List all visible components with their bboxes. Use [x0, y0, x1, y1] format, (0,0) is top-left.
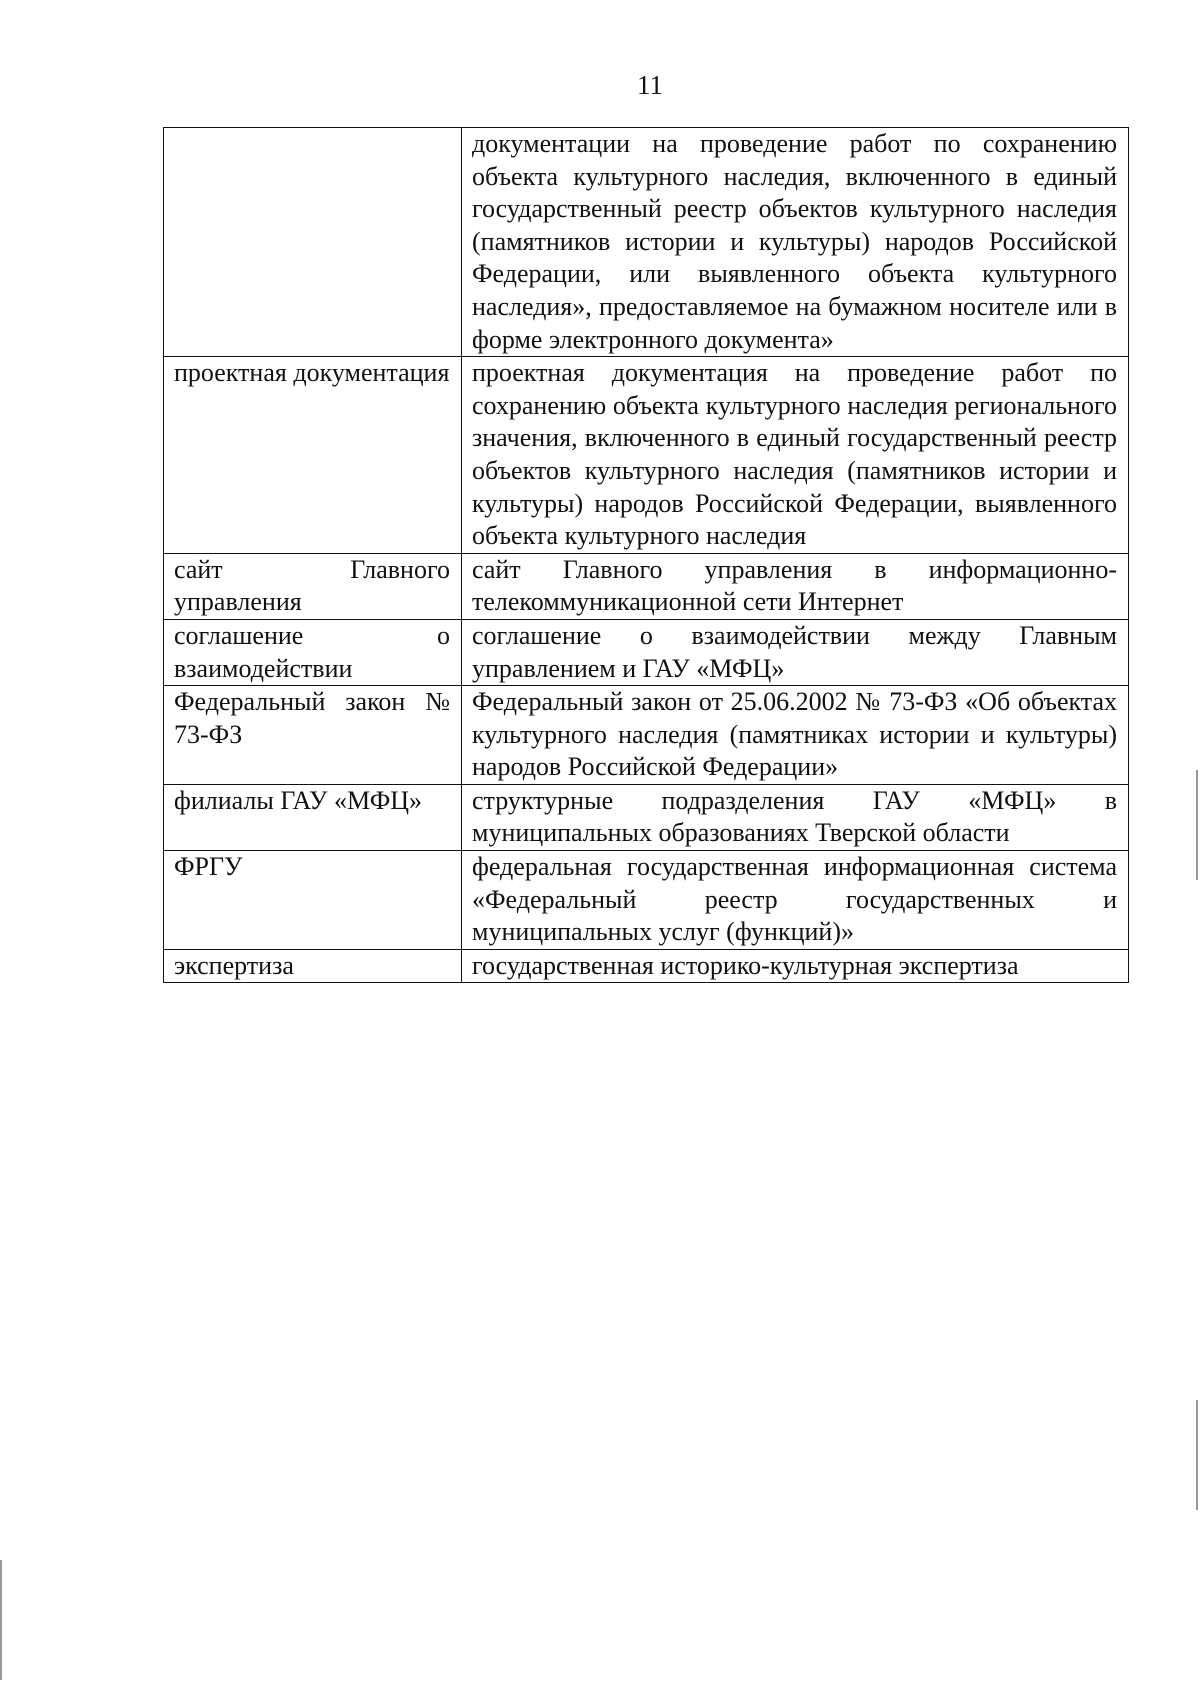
definition-cell: Федеральный закон от 25.06.2002 № 73-ФЗ «Об объектах культурного наследия (памятниках истории и культуры) народов Российской Федерации» [462, 686, 1129, 785]
definition-cell: федеральная государственная информационная система «Федеральный реестр государственных и муниципальных услуг (функций)» [462, 851, 1129, 950]
definition-cell: соглашение о взаимодействии между Главным управлением и ГАУ «МФЦ» [462, 619, 1129, 685]
scan-mark [0, 1560, 2, 1680]
term-cell: экспертиза [164, 949, 462, 983]
term-cell: филиалы ГАУ «МФЦ» [164, 784, 462, 850]
table-row [164, 686, 1129, 785]
definitions-table [163, 127, 1129, 983]
term-cell: проектная документация [164, 357, 462, 554]
table-row [164, 553, 1129, 619]
table-row [164, 851, 1129, 950]
definition-cell: государственная историко-культурная экспертиза [462, 949, 1129, 983]
table-row [164, 128, 1129, 357]
definition-cell: документации на проведение работ по сохранению объекта культурного наследия, включенного в единый государственный реестр объектов культурного наследия (памятников истории и культуры) народов Российской Федерации, или выявленного объекта культурного наследия», предоставляемое на бумажном носителе или в форме электронного документа» [462, 128, 1129, 357]
table-row [164, 949, 1129, 983]
scan-mark [1196, 1400, 1198, 1510]
definition-cell: проектная документация на проведение работ по сохранению объекта культурного наследия регионального значения, включенного в единый государственный реестр объектов культурного наследия (памятников истории и культуры) народов Российской Федерации, выявленного объекта культурного наследия [462, 357, 1129, 554]
term-cell: сайт Главного управления [164, 553, 462, 619]
term-cell: ФРГУ [164, 851, 462, 950]
definition-cell: сайт Главного управления в информационно-телекоммуникационной сети Интернет [462, 553, 1129, 619]
page-number: 11 [637, 70, 663, 100]
table-row [164, 357, 1129, 554]
term-cell: Федеральный закон № 73-ФЗ [164, 686, 462, 785]
definition-cell: структурные подразделения ГАУ «МФЦ» в муниципальных образованиях Тверской области [462, 784, 1129, 850]
term-cell: соглашение о взаимодействии [164, 619, 462, 685]
term-cell [164, 128, 462, 357]
scan-mark [1196, 770, 1198, 880]
table-row [164, 784, 1129, 850]
table-row [164, 619, 1129, 685]
